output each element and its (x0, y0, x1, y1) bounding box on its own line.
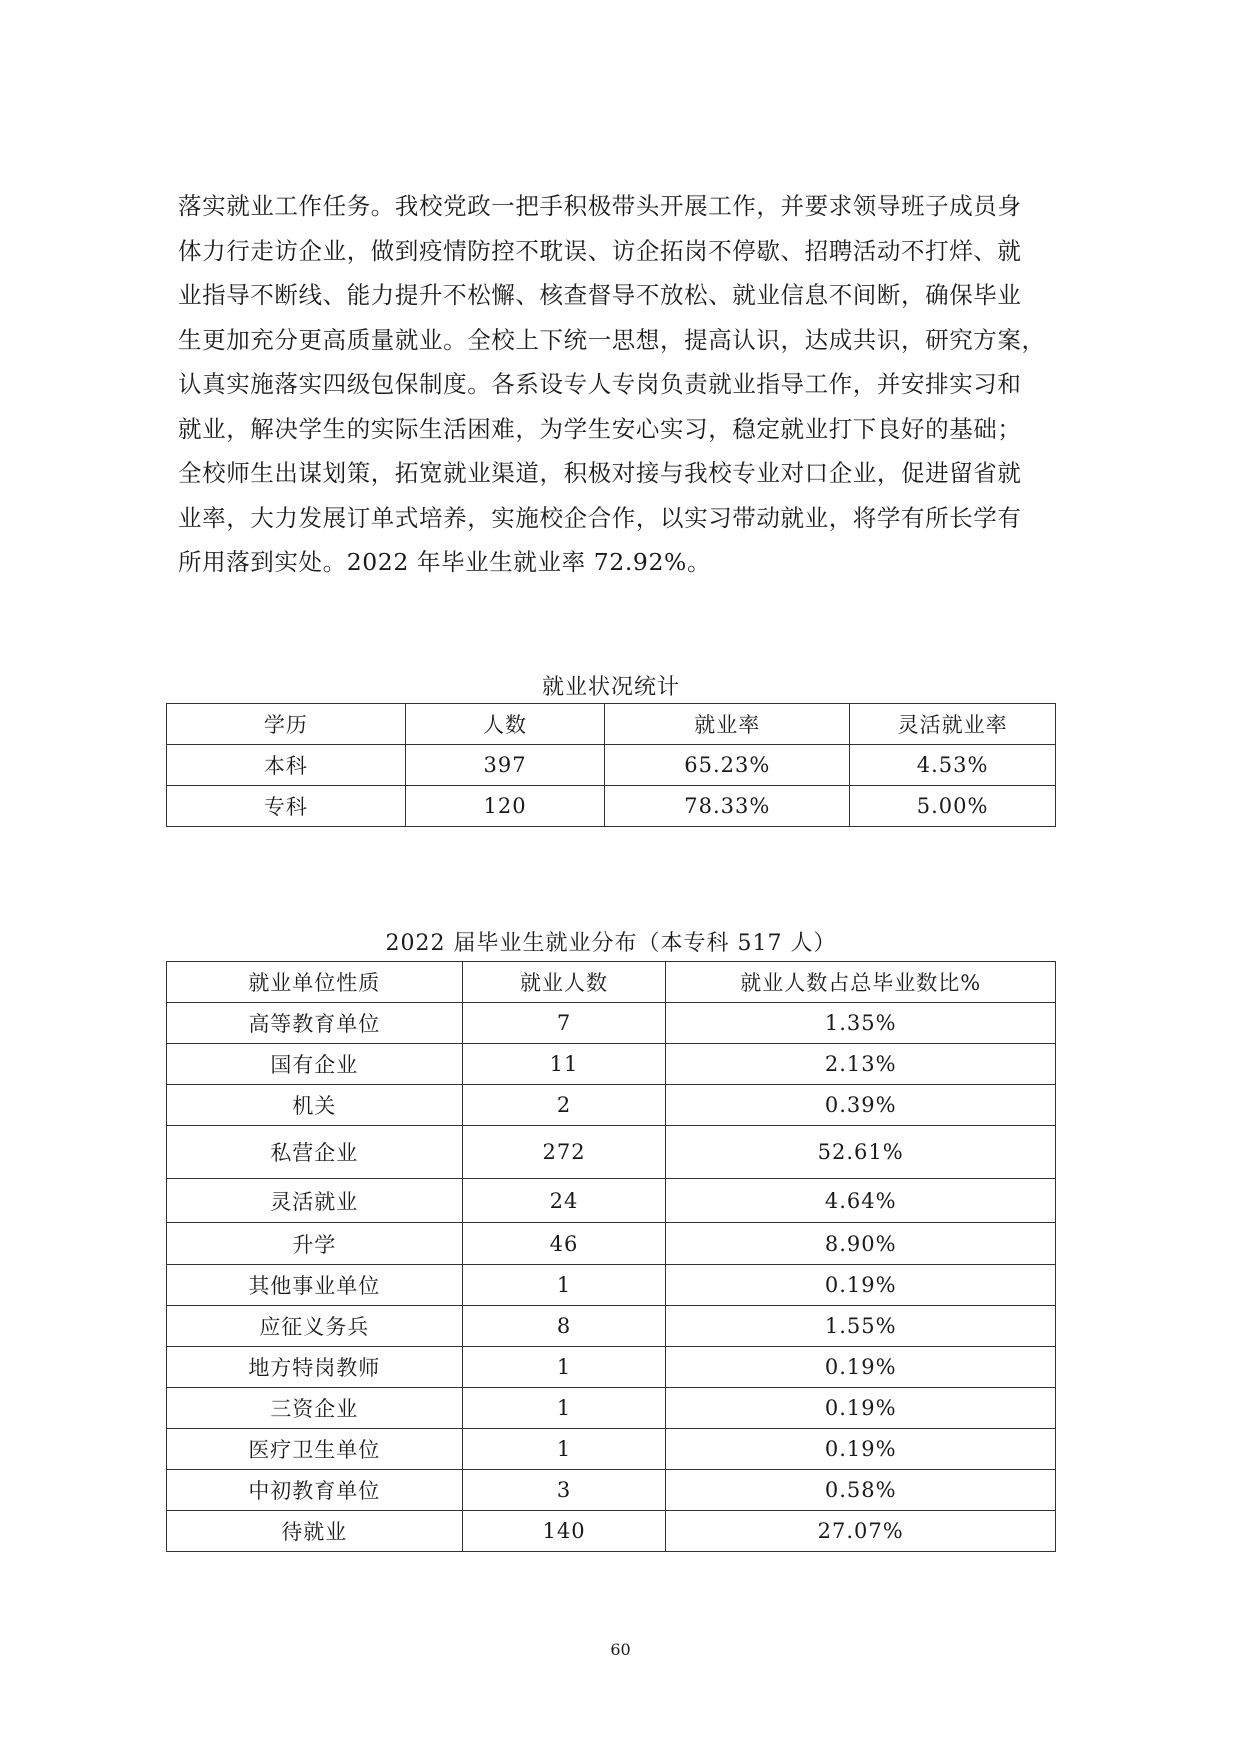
paragraph-line: 落实就业工作任务。我校党政一把手积极带头开展工作，并要求领导班子成员身 (178, 192, 1022, 220)
table-row (167, 1265, 1056, 1306)
header-cell: 就业人数占总毕业数比% (666, 962, 1056, 1003)
table-cell: 65.23% (605, 745, 850, 786)
table-row (167, 1044, 1056, 1085)
header-cell: 人数 (405, 704, 605, 745)
table-row (167, 1179, 1056, 1223)
table-cell: 升学 (167, 1223, 463, 1265)
table-cell: 地方特岗教师 (167, 1347, 463, 1388)
body-paragraph (178, 184, 1068, 585)
table-cell: 27.07% (666, 1511, 1056, 1552)
table-cell: 0.19% (666, 1347, 1056, 1388)
table-cell: 灵活就业 (167, 1179, 463, 1223)
table-cell: 78.33% (605, 786, 850, 827)
table2-caption: 2022 届毕业生就业分布（本专科 517 人） (385, 931, 837, 956)
table-cell: 46 (462, 1223, 666, 1265)
table-row (167, 1126, 1056, 1179)
table-cell: 1 (462, 1265, 666, 1306)
header-cell: 就业人数 (462, 962, 666, 1003)
paragraph-line: 体力行走访企业，做到疫情防控不耽误、访企拓岗不停歇、招聘活动不打烊、就 (178, 236, 1022, 265)
table-cell: 私营企业 (167, 1126, 463, 1179)
table-cell: 国有企业 (167, 1044, 463, 1085)
table-cell: 8 (462, 1306, 666, 1347)
table-cell: 4.53% (850, 745, 1056, 786)
table-header-row (167, 704, 1056, 745)
table1-caption: 就业状况统计 (541, 675, 680, 700)
paragraph-line: 业率，大力发展订单式培养，实施校企合作，以实习带动就业，将学有所长学有 (178, 503, 1022, 532)
table-cell: 397 (405, 745, 605, 786)
table-row (167, 1223, 1056, 1265)
table-row (167, 1306, 1056, 1347)
table-cell: 1.55% (666, 1306, 1056, 1347)
table-cell: 机关 (167, 1085, 463, 1126)
paragraph-line: 所用落到实处。2022 年毕业生就业率 72.92%。 (178, 548, 712, 576)
paragraph-line: 就业，解决学生的实际生活困难，为学生安心实习，稳定就业打下良好的基础； (178, 414, 1022, 443)
table-header-row (167, 962, 1056, 1003)
table-cell: 医疗卫生单位 (167, 1429, 463, 1470)
table-cell: 1 (462, 1388, 666, 1429)
table-cell: 应征义务兵 (167, 1306, 463, 1347)
table-cell: 三资企业 (167, 1388, 463, 1429)
header-cell: 就业单位性质 (167, 962, 463, 1003)
table-cell: 0.19% (666, 1388, 1056, 1429)
table-cell: 0.19% (666, 1429, 1056, 1470)
table-cell: 52.61% (666, 1126, 1056, 1179)
table-cell: 8.90% (666, 1223, 1056, 1265)
header-cell: 灵活就业率 (850, 704, 1056, 745)
table-row (167, 1429, 1056, 1470)
table-cell: 272 (462, 1126, 666, 1179)
table-cell: 4.64% (666, 1179, 1056, 1223)
table-cell: 其他事业单位 (167, 1265, 463, 1306)
paragraph-line: 业指导不断线、能力提升不松懈、核查督导不放松、就业信息不间断，确保毕业 (178, 281, 1022, 309)
table-cell: 中初教育单位 (167, 1470, 463, 1511)
table-cell: 2 (462, 1085, 666, 1126)
table-row (167, 1511, 1056, 1552)
header-cell: 就业率 (605, 704, 850, 745)
page-number: 60 (610, 1640, 631, 1659)
employment-distribution-table (166, 961, 1056, 1552)
header-cell: 学历 (167, 704, 406, 745)
table-cell: 7 (462, 1003, 666, 1044)
table-cell: 5.00% (850, 786, 1056, 827)
table-cell: 专科 (167, 786, 406, 827)
table-cell: 3 (462, 1470, 666, 1511)
table-cell: 待就业 (167, 1511, 463, 1552)
table-row (167, 1347, 1056, 1388)
paragraph-line: 生更加充分更高质量就业。全校上下统一思想，提高认识，达成共识，研究方案， (178, 325, 1046, 354)
paragraph-line: 认真实施落实四级包保制度。各系设专人专岗负责就业指导工作，并安排实习和 (178, 370, 1022, 398)
table-row (167, 1085, 1056, 1126)
table-cell: 1 (462, 1429, 666, 1470)
table-cell: 高等教育单位 (167, 1003, 463, 1044)
table-cell: 0.39% (666, 1085, 1056, 1126)
table-cell: 2.13% (666, 1044, 1056, 1085)
table-cell: 120 (405, 786, 605, 827)
table-cell: 1.35% (666, 1003, 1056, 1044)
table-row (167, 786, 1056, 827)
table-cell: 24 (462, 1179, 666, 1223)
table-cell: 0.19% (666, 1265, 1056, 1306)
paragraph-line: 全校师生出谋划策，拓宽就业渠道，积极对接与我校专业对口企业，促进留省就 (178, 459, 1022, 487)
table-row (167, 745, 1056, 786)
table-cell: 本科 (167, 745, 406, 786)
table-cell: 11 (462, 1044, 666, 1085)
table-row (167, 1470, 1056, 1511)
table-cell: 0.58% (666, 1470, 1056, 1511)
table-row (167, 1388, 1056, 1429)
table-cell: 140 (462, 1511, 666, 1552)
table-cell: 1 (462, 1347, 666, 1388)
employment-status-table (166, 703, 1056, 827)
table-row (167, 1003, 1056, 1044)
